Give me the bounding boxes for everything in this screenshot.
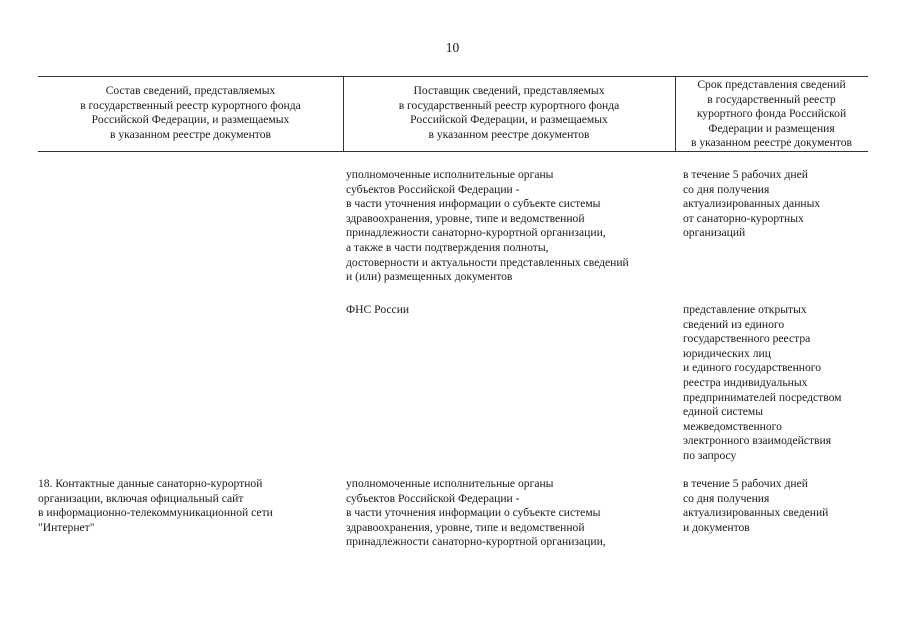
row-2-supplier: ФНС России [346,303,410,316]
row-3-supplier: уполномоченные исполнительные органы субъектов Российской Федерации - в части уточнения информации о субъекте системы здравоохранения, уровне, типе и ведомственной принадлежности санаторно-курортной организации, [346,477,606,549]
column-header-submission-deadline: Срок представления сведений в государственный реестр курортного фонда Российской Федерации и размещения в указанном реестре документов [691,78,852,150]
row-1-supplier: уполномоченные исполнительные органы субъектов Российской Федерации - в части уточнения информации о субъекте системы здравоохранения, уровне, типе и ведомственной принадлежности санаторно-курортной организации, а также в части подтверждения полноты, достоверности и актуальности представленных сведений и (или) размещенных документов [346,168,629,284]
page-number: 10 [445,40,460,55]
row-3-deadline: в течение 5 рабочих дней со дня получения актуализированных сведений и документов [683,477,829,534]
column-header-data-composition: Состав сведений, представляемых в государственный реестр курортного фонда Российской Федерации, и размещаемых в указанном реестре документов [80,84,301,141]
row-2-deadline: представление открытых сведений из единого государственного реестра юридических лиц и единого государственного реестра индивидуальных предпринимателей посредством единой системы межведомственного электронного взаимодействия по запросу [683,303,842,462]
row-1-deadline: в течение 5 рабочих дней со дня получения актуализированных данных от санаторно-курортных организаций [683,168,821,240]
row-3-data-item: 18. Контактные данные санаторно-курортной организации, включая официальный сайт в информационно-телекоммуникационной сети "Интернет" [38,477,273,534]
column-header-data-supplier: Поставщик сведений, представляемых в государственный реестр курортного фонда Российской Федерации, и размещаемых в указанном реестре документов [398,84,620,141]
table-header-top-border [38,76,868,77]
table-header-bottom-border [38,151,868,152]
